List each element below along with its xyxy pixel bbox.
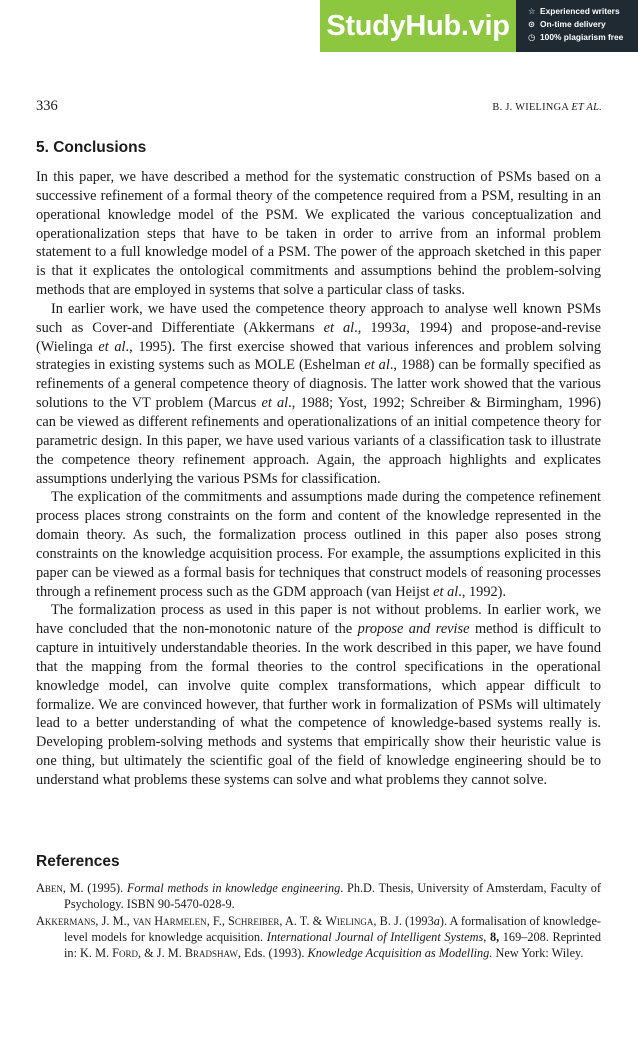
text-run: method is difficult to capture in intuitively understandable theories. In the work described in this paper, we have found that the mapping from the formal theories to the control specifications in the operational knowledge model, can involve quite complex transformations, which appear difficult to formalize. We are convinced however, that further work in formalization of PSMs will ultimately lead to a better understanding of what the competence of knowledge-based systems really is. Developing problem-solving methods and systems that empirically show their heuristic value is one thing, but ultimately the scientific goal of the field of knowledge engineering should be to understand what problems these systems can solve and what problems they cannot solve. — [36, 621, 601, 788]
text-run: et al — [364, 357, 390, 374]
text-run: , Eds. (1993). — [237, 946, 308, 960]
ad-banner[interactable] — [320, 0, 638, 52]
text-run: The explication of the commitments and assumptions made during the competence refinement process places strong constraints on the form and content of the knowledge represented in the domain theory. As such, the formalization process outlined in this paper also poses strong constraints on the knowledge acquisition process. For example, the assumptions explicited in this paper can be viewed as a formal basis for techniques that construct models of reasoning processes through a refinement process such as the GDM approach (van Heijst — [36, 489, 601, 600]
text-run: , B. J. (1993 — [373, 914, 434, 928]
feature-label: Experienced writers — [540, 6, 620, 16]
text-run: , & J. M. — [138, 946, 185, 960]
feature-list — [516, 0, 638, 52]
feature-item — [528, 18, 638, 31]
feature-label: On-time delivery — [540, 19, 606, 29]
star-icon: ☆ — [528, 6, 536, 16]
running-title: B. J. WIELINGA ET AL. — [492, 102, 602, 113]
paragraph — [36, 300, 601, 488]
badge-icon: ◷ — [528, 32, 536, 42]
reference-item — [36, 880, 601, 912]
text-run: ., 1988; Yost, 1992; Schreiber & Birmingham, 1996) can be viewed as different refinements and operationalizations of an initial competence theory for parametric design. In this paper, we have used various variants of a classification task to illustrate the competence theory refinement approach. Again, the approach highlights and explicates assumptions underlying the various PSMs for classification. — [36, 395, 602, 487]
text-run: In earlier work, we have used the competence theory approach to analyse well known PSMs such as Cover-and Differentiate (Akkermans — [36, 300, 601, 336]
text-run: , J. M., — [95, 914, 133, 928]
text-run: a — [433, 914, 440, 928]
feature-label: 100% plagiarism free — [540, 32, 624, 42]
text-run: et al — [261, 395, 289, 412]
text-run: Aben — [36, 881, 63, 895]
text-run: et al — [98, 338, 126, 355]
paragraph — [36, 601, 601, 789]
text-run: 169–208. Reprinted in: K. M. — [64, 930, 601, 960]
text-run: , A. T. & — [279, 914, 326, 928]
paragraph — [36, 488, 601, 601]
text-run: , 1994) and propose-and-revise (Wielinga — [36, 319, 601, 355]
text-run: ., 1992). — [458, 583, 507, 600]
text-run: Ford — [112, 946, 139, 960]
text-run: a — [399, 319, 407, 336]
text-run: et al — [323, 319, 355, 336]
paragraph — [36, 168, 601, 300]
feature-item — [528, 5, 638, 18]
text-run: et al — [433, 583, 459, 600]
conclusions-body — [36, 168, 601, 790]
section-heading-references: References — [36, 853, 120, 870]
text-run: Knowledge Acquisition as Modelling. — [307, 946, 493, 960]
text-run: , M. (1995). — [62, 881, 127, 895]
reference-item — [36, 913, 601, 961]
feature-item — [528, 31, 638, 44]
text-run: The formalization process as used in this paper is not without problems. In earlier work, we have concluded that the non-monotonic nature of the — [36, 602, 601, 638]
text-run: van Harmelen — [132, 914, 207, 928]
text-run: Bradshaw — [184, 946, 238, 960]
text-run: Akkermans — [36, 914, 96, 928]
text-run: , F., — [206, 914, 229, 928]
page-number: 336 — [36, 98, 58, 114]
text-run: 8, — [489, 930, 500, 944]
text-run: In this paper, we have described a method for the systematic construction of PSMs based on a successive refinement of a formal theory of the competence required from a PSM, resulting in an operational knowledge model of the PSM. We explicated the various conceptualization and operationalization steps that have to be taken in order to arrive from an informal problem statement to a full knowledge model of a PSM. The power of the approach sketched in this paper is that it explicates the ontological commitments and assumptions behind the problem-solving methods that are employed in systems that solve a particular class of tasks. — [36, 169, 601, 299]
text-run: Schreiber — [228, 914, 280, 928]
text-run: . Ph.D. Thesis, University of Amsterdam, Faculty of Psychology. ISBN 90-5470-028-9. — [64, 881, 601, 911]
text-run: International Journal of Intelligent Systems — [266, 930, 484, 944]
clock-icon: ⊙ — [528, 19, 536, 29]
text-run: Wielinga — [325, 914, 374, 928]
reference-list — [36, 880, 601, 962]
brand-logo: StudyHub.vip — [320, 0, 516, 52]
section-heading-conclusions: 5. Conclusions — [36, 139, 147, 156]
text-run: ., 1995). The first exercise showed that various inferences and problem solving strategies in existing systems such as MOLE (Eshelman — [36, 338, 601, 374]
text-run: Formal methods in knowledge engineering — [126, 881, 341, 895]
text-run: , — [483, 930, 490, 944]
text-run: ). A formalisation of knowledge-level models for knowledge acquisition. — [64, 914, 601, 944]
running-header — [36, 98, 602, 115]
text-run: ., 1993 — [354, 319, 400, 336]
text-run: New York: Wiley. — [492, 946, 584, 960]
text-run: propose and revise — [357, 621, 470, 638]
text-run: ., 1988) can be formally specified as refinements of a general competence theory of diagnosis. The latter work showed that the various solutions to the VT problem (Marcus — [36, 357, 601, 412]
